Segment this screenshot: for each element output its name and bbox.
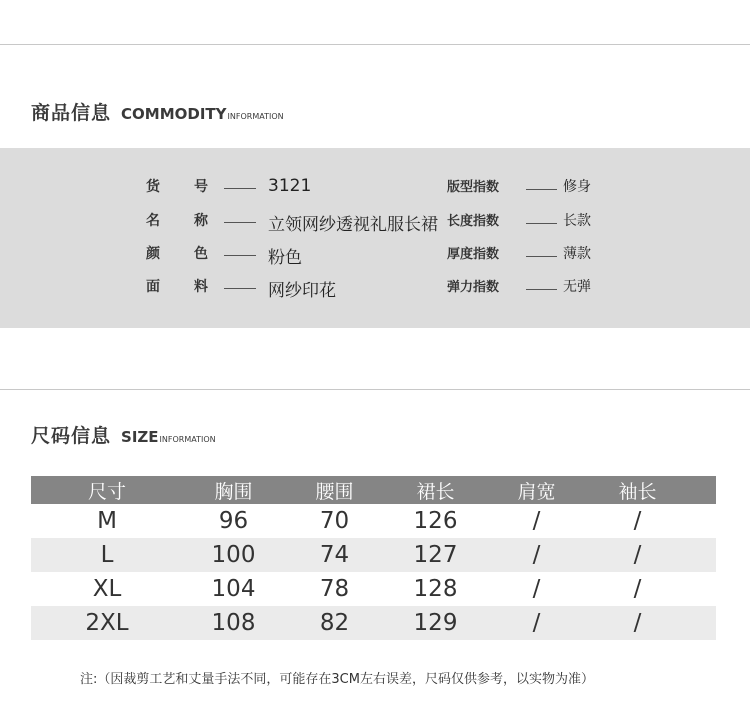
- info-value: 3121: [268, 176, 312, 196]
- table-row: [31, 572, 716, 606]
- info-row-fabric: [0, 276, 750, 300]
- spec-value: 修身: [563, 179, 591, 195]
- spec-value: 长款: [563, 213, 591, 229]
- info-dash: [224, 288, 256, 289]
- table-cell: 129: [413, 610, 458, 636]
- header-cell: 尺寸: [87, 480, 126, 503]
- header-cell: 腰围: [315, 480, 354, 503]
- info-row-name: [0, 210, 750, 234]
- size-title-en-small: INFORMATION: [159, 435, 216, 444]
- spec-label: 厚度指数: [447, 247, 500, 262]
- commodity-section-title: [31, 98, 284, 125]
- spec-dash: [526, 189, 557, 190]
- spec-value: 无弹: [563, 279, 591, 295]
- table-row: [31, 504, 716, 538]
- info-label-char: 料: [194, 279, 208, 295]
- top-divider: [0, 44, 750, 45]
- spec-label: 长度指数: [447, 214, 500, 229]
- info-label-char: 名: [146, 213, 160, 229]
- header-cell: 裙长: [416, 480, 455, 503]
- size-title-en: SIZE: [121, 428, 159, 446]
- commodity-title-en-small: INFORMATION: [227, 112, 284, 121]
- table-cell: /: [633, 610, 642, 636]
- table-cell: /: [633, 576, 642, 602]
- commodity-title-en: COMMODITY: [121, 105, 227, 123]
- commodity-info-panel: [0, 148, 750, 328]
- info-dash: [224, 222, 256, 223]
- info-dash: [224, 255, 256, 256]
- info-row-item-number: [0, 176, 750, 200]
- table-cell: M: [97, 508, 117, 534]
- table-cell: /: [532, 576, 541, 602]
- table-cell: 74: [319, 542, 350, 568]
- table-cell: 127: [413, 542, 458, 568]
- spec-dash: [526, 223, 557, 224]
- table-cell: /: [633, 542, 642, 568]
- spec-dash: [526, 289, 557, 290]
- table-cell: L: [100, 542, 114, 568]
- table-cell: 126: [413, 508, 458, 534]
- table-cell: /: [633, 508, 642, 534]
- header-cell: 胸围: [214, 480, 253, 503]
- spec-label: 版型指数: [447, 180, 500, 195]
- size-section-title: [31, 421, 216, 448]
- table-row: [31, 538, 716, 572]
- table-cell: /: [532, 610, 541, 636]
- size-disclaimer-note: 注:（因裁剪工艺和丈量手法不同，可能存在3CM左右误差，尺码仅供参考，以实物为准）: [80, 672, 594, 687]
- middle-divider: [0, 389, 750, 390]
- spec-dash: [526, 256, 557, 257]
- table-cell: 78: [319, 576, 350, 602]
- table-cell: 104: [211, 576, 256, 602]
- info-label-char: 货: [146, 179, 160, 195]
- table-cell: /: [532, 508, 541, 534]
- table-cell: 82: [319, 610, 350, 636]
- table-cell: 108: [211, 610, 256, 636]
- size-title-cn: 尺码信息: [31, 425, 112, 447]
- info-label-char: 面: [146, 279, 160, 295]
- commodity-title-cn: 商品信息: [31, 102, 112, 124]
- info-label-char: 称: [194, 213, 208, 229]
- table-cell: 70: [319, 508, 350, 534]
- table-cell: 128: [413, 576, 458, 602]
- info-label-char: 颜: [146, 246, 160, 262]
- table-cell: 100: [211, 542, 256, 568]
- table-cell: 2XL: [85, 610, 129, 636]
- spec-label: 弹力指数: [447, 280, 500, 295]
- table-cell: /: [532, 542, 541, 568]
- info-dash: [224, 188, 256, 189]
- info-value: 立领网纱透视礼服长裙: [268, 215, 438, 235]
- table-cell: XL: [92, 576, 122, 602]
- header-cell: 肩宽: [517, 480, 556, 503]
- info-row-color: [0, 243, 750, 267]
- size-table-header: [31, 476, 716, 504]
- spec-value: 薄款: [563, 246, 591, 262]
- table-row: [31, 606, 716, 640]
- info-value: 网纱印花: [268, 281, 336, 301]
- info-label-char: 号: [194, 179, 208, 195]
- header-cell: 袖长: [618, 480, 657, 503]
- info-label-char: 色: [194, 246, 208, 262]
- info-value: 粉色: [268, 248, 302, 268]
- size-table: [31, 476, 716, 640]
- table-cell: 96: [218, 508, 249, 534]
